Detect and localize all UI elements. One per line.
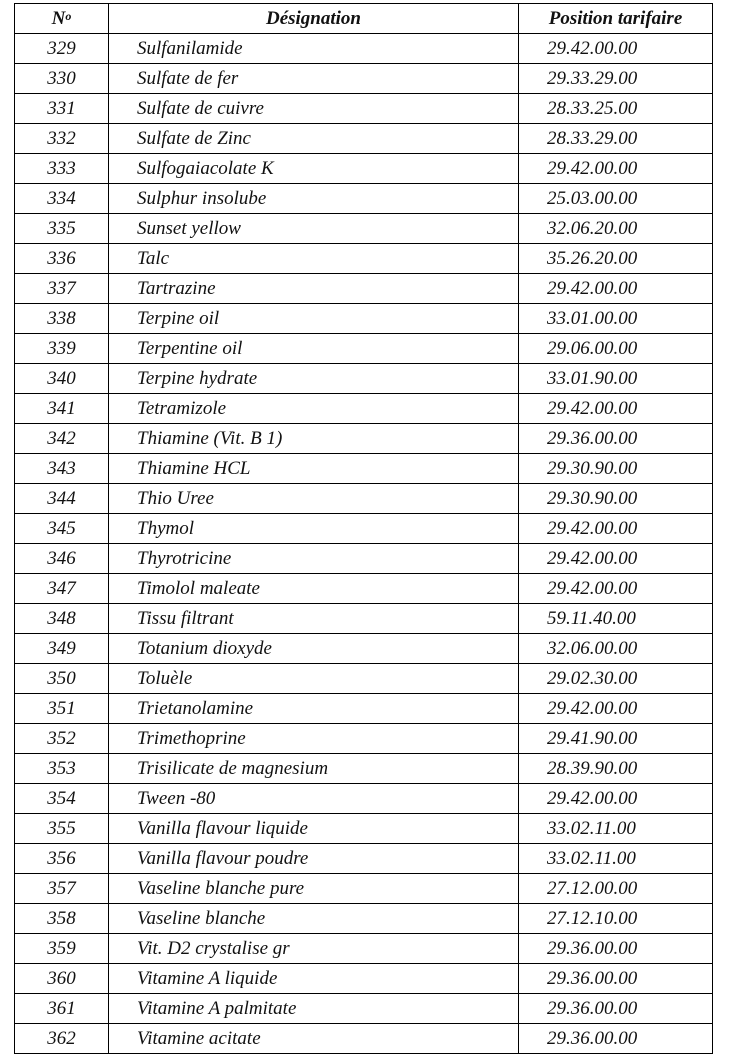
- row-designation: Thyrotricine: [109, 544, 519, 574]
- table-row: [15, 784, 713, 814]
- table-row: [15, 754, 713, 784]
- tariff-table-page: [14, 3, 713, 1054]
- row-number: 354: [15, 784, 109, 814]
- table-row: [15, 34, 713, 64]
- table-row: [15, 454, 713, 484]
- row-number: 345: [15, 514, 109, 544]
- table-header-row: [15, 4, 713, 34]
- row-tariff-position: 29.41.90.00: [519, 724, 713, 754]
- row-number: 339: [15, 334, 109, 364]
- row-designation: Sulfate de cuivre: [109, 94, 519, 124]
- row-tariff-position: 29.33.29.00: [519, 64, 713, 94]
- row-designation: Toluèle: [109, 664, 519, 694]
- row-designation: Vitamine acitate: [109, 1024, 519, 1054]
- table-row: [15, 844, 713, 874]
- row-tariff-position: 29.42.00.00: [519, 154, 713, 184]
- row-tariff-position: 29.42.00.00: [519, 574, 713, 604]
- row-designation: Sulfate de Zinc: [109, 124, 519, 154]
- row-designation: Vaseline blanche: [109, 904, 519, 934]
- row-tariff-position: 33.01.00.00: [519, 304, 713, 334]
- number-column-header: [15, 4, 109, 34]
- row-number: 353: [15, 754, 109, 784]
- row-number: 350: [15, 664, 109, 694]
- row-number: 330: [15, 64, 109, 94]
- row-designation: Totanium dioxyde: [109, 634, 519, 664]
- row-tariff-position: 28.33.25.00: [519, 94, 713, 124]
- row-tariff-position: 29.42.00.00: [519, 394, 713, 424]
- row-number: 331: [15, 94, 109, 124]
- row-tariff-position: 33.02.11.00: [519, 814, 713, 844]
- tariff-table: [14, 3, 713, 1054]
- row-designation: Thiamine (Vit. B 1): [109, 424, 519, 454]
- row-number: 349: [15, 634, 109, 664]
- row-designation: Sulfogaiacolate K: [109, 154, 519, 184]
- row-tariff-position: 25.03.00.00: [519, 184, 713, 214]
- row-number: 342: [15, 424, 109, 454]
- table-row: [15, 184, 713, 214]
- table-row: [15, 964, 713, 994]
- row-designation: Terpine hydrate: [109, 364, 519, 394]
- row-number: 332: [15, 124, 109, 154]
- row-designation: Thio Uree: [109, 484, 519, 514]
- table-row: [15, 214, 713, 244]
- row-number: 358: [15, 904, 109, 934]
- row-designation: Trietanolamine: [109, 694, 519, 724]
- row-tariff-position: 29.30.90.00: [519, 484, 713, 514]
- table-row: [15, 814, 713, 844]
- table-body: [15, 34, 713, 1054]
- row-tariff-position: 29.30.90.00: [519, 454, 713, 484]
- table-row: [15, 604, 713, 634]
- row-number: 348: [15, 604, 109, 634]
- row-tariff-position: 27.12.10.00: [519, 904, 713, 934]
- row-designation: Sulphur insolube: [109, 184, 519, 214]
- table-row: [15, 484, 713, 514]
- table-row: [15, 664, 713, 694]
- row-number: 333: [15, 154, 109, 184]
- row-number: 361: [15, 994, 109, 1024]
- table-row: [15, 364, 713, 394]
- table-row: [15, 634, 713, 664]
- row-designation: Vitamine A liquide: [109, 964, 519, 994]
- table-row: [15, 274, 713, 304]
- row-number: 343: [15, 454, 109, 484]
- row-designation: Vanilla flavour poudre: [109, 844, 519, 874]
- table-row: [15, 304, 713, 334]
- row-number: 357: [15, 874, 109, 904]
- table-row: [15, 934, 713, 964]
- row-designation: Trimethoprine: [109, 724, 519, 754]
- table-row: [15, 424, 713, 454]
- row-number: 337: [15, 274, 109, 304]
- row-tariff-position: 29.02.30.00: [519, 664, 713, 694]
- table-row: [15, 1024, 713, 1054]
- table-row: [15, 244, 713, 274]
- row-tariff-position: 27.12.00.00: [519, 874, 713, 904]
- row-designation: Sulfanilamide: [109, 34, 519, 64]
- table-row: [15, 874, 713, 904]
- row-designation: Tetramizole: [109, 394, 519, 424]
- row-number: 336: [15, 244, 109, 274]
- row-tariff-position: 28.39.90.00: [519, 754, 713, 784]
- row-designation: Terpentine oil: [109, 334, 519, 364]
- row-designation: Vaseline blanche pure: [109, 874, 519, 904]
- table-row: [15, 514, 713, 544]
- row-designation: Vit. D2 crystalise gr: [109, 934, 519, 964]
- row-designation: Tartrazine: [109, 274, 519, 304]
- row-tariff-position: 28.33.29.00: [519, 124, 713, 154]
- row-number: 341: [15, 394, 109, 424]
- row-designation: Thiamine HCL: [109, 454, 519, 484]
- row-designation: Terpine oil: [109, 304, 519, 334]
- row-designation: Vitamine A palmitate: [109, 994, 519, 1024]
- row-number: 359: [15, 934, 109, 964]
- row-designation: Tween -80: [109, 784, 519, 814]
- table-row: [15, 574, 713, 604]
- table-row: [15, 544, 713, 574]
- table-row: [15, 334, 713, 364]
- row-tariff-position: 32.06.00.00: [519, 634, 713, 664]
- row-number: 362: [15, 1024, 109, 1054]
- position-column-header: Position tarifaire: [519, 4, 713, 34]
- row-tariff-position: 29.42.00.00: [519, 784, 713, 814]
- row-number: 351: [15, 694, 109, 724]
- row-number: 346: [15, 544, 109, 574]
- row-number: 356: [15, 844, 109, 874]
- row-designation: Sunset yellow: [109, 214, 519, 244]
- table-row: [15, 124, 713, 154]
- row-number: 340: [15, 364, 109, 394]
- row-tariff-position: 29.36.00.00: [519, 994, 713, 1024]
- row-tariff-position: 29.42.00.00: [519, 544, 713, 574]
- row-tariff-position: 29.36.00.00: [519, 934, 713, 964]
- row-designation: Vanilla flavour liquide: [109, 814, 519, 844]
- row-tariff-position: 32.06.20.00: [519, 214, 713, 244]
- table-row: [15, 94, 713, 124]
- row-number: 344: [15, 484, 109, 514]
- table-row: [15, 394, 713, 424]
- row-number: 355: [15, 814, 109, 844]
- designation-column-header: Désignation: [109, 4, 519, 34]
- row-number: 329: [15, 34, 109, 64]
- row-number: 360: [15, 964, 109, 994]
- row-designation: Talc: [109, 244, 519, 274]
- row-tariff-position: 29.36.00.00: [519, 424, 713, 454]
- row-designation: Trisilicate de magnesium: [109, 754, 519, 784]
- table-row: [15, 64, 713, 94]
- row-designation: Tissu filtrant: [109, 604, 519, 634]
- row-tariff-position: 29.06.00.00: [519, 334, 713, 364]
- row-tariff-position: 29.36.00.00: [519, 1024, 713, 1054]
- table-row: [15, 724, 713, 754]
- number-header-label: N: [51, 8, 66, 29]
- row-number: 352: [15, 724, 109, 754]
- table-row: [15, 904, 713, 934]
- row-tariff-position: 29.42.00.00: [519, 34, 713, 64]
- row-number: 335: [15, 214, 109, 244]
- row-designation: Sulfate de fer: [109, 64, 519, 94]
- row-number: 347: [15, 574, 109, 604]
- row-tariff-position: 29.42.00.00: [519, 694, 713, 724]
- row-number: 334: [15, 184, 109, 214]
- row-number: 338: [15, 304, 109, 334]
- table-row: [15, 694, 713, 724]
- row-tariff-position: 59.11.40.00: [519, 604, 713, 634]
- row-tariff-position: 29.36.00.00: [519, 964, 713, 994]
- row-tariff-position: 33.01.90.00: [519, 364, 713, 394]
- row-tariff-position: 29.42.00.00: [519, 274, 713, 304]
- table-row: [15, 994, 713, 1024]
- row-designation: Timolol maleate: [109, 574, 519, 604]
- number-header-superscript: o: [65, 9, 72, 23]
- row-designation: Thymol: [109, 514, 519, 544]
- table-row: [15, 154, 713, 184]
- row-tariff-position: 33.02.11.00: [519, 844, 713, 874]
- row-tariff-position: 29.42.00.00: [519, 514, 713, 544]
- row-tariff-position: 35.26.20.00: [519, 244, 713, 274]
